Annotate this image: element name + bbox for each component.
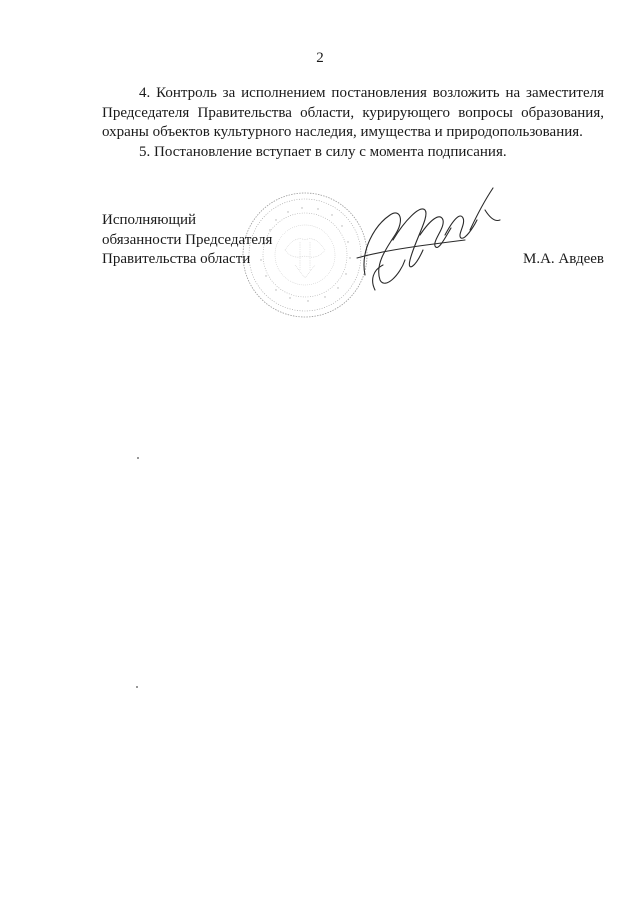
- signatory-title-line-1: Исполняющий: [102, 212, 197, 228]
- signatory-title: [102, 211, 272, 270]
- handwritten-signature: [345, 180, 505, 300]
- document-body: [102, 84, 604, 162]
- signatory-title-line-2: обязанности Председателя: [102, 231, 273, 248]
- paragraph-5: 5. Постановление вступает в силу с момента подписания.: [139, 143, 507, 160]
- page-number: 2: [316, 50, 324, 66]
- signatory-name: М.А. Авдеев: [523, 251, 604, 267]
- paragraph-4: 4. Контроль за исполнением постановления возложить на заместителя Председателя Правительства области, курирующего вопросы образования, охраны объектов культурного наследия, имущества и природопользования.: [102, 85, 604, 140]
- signatory-title-line-3: Правительства области: [102, 251, 251, 267]
- scan-speck: [136, 686, 138, 688]
- scan-speck: [137, 457, 139, 459]
